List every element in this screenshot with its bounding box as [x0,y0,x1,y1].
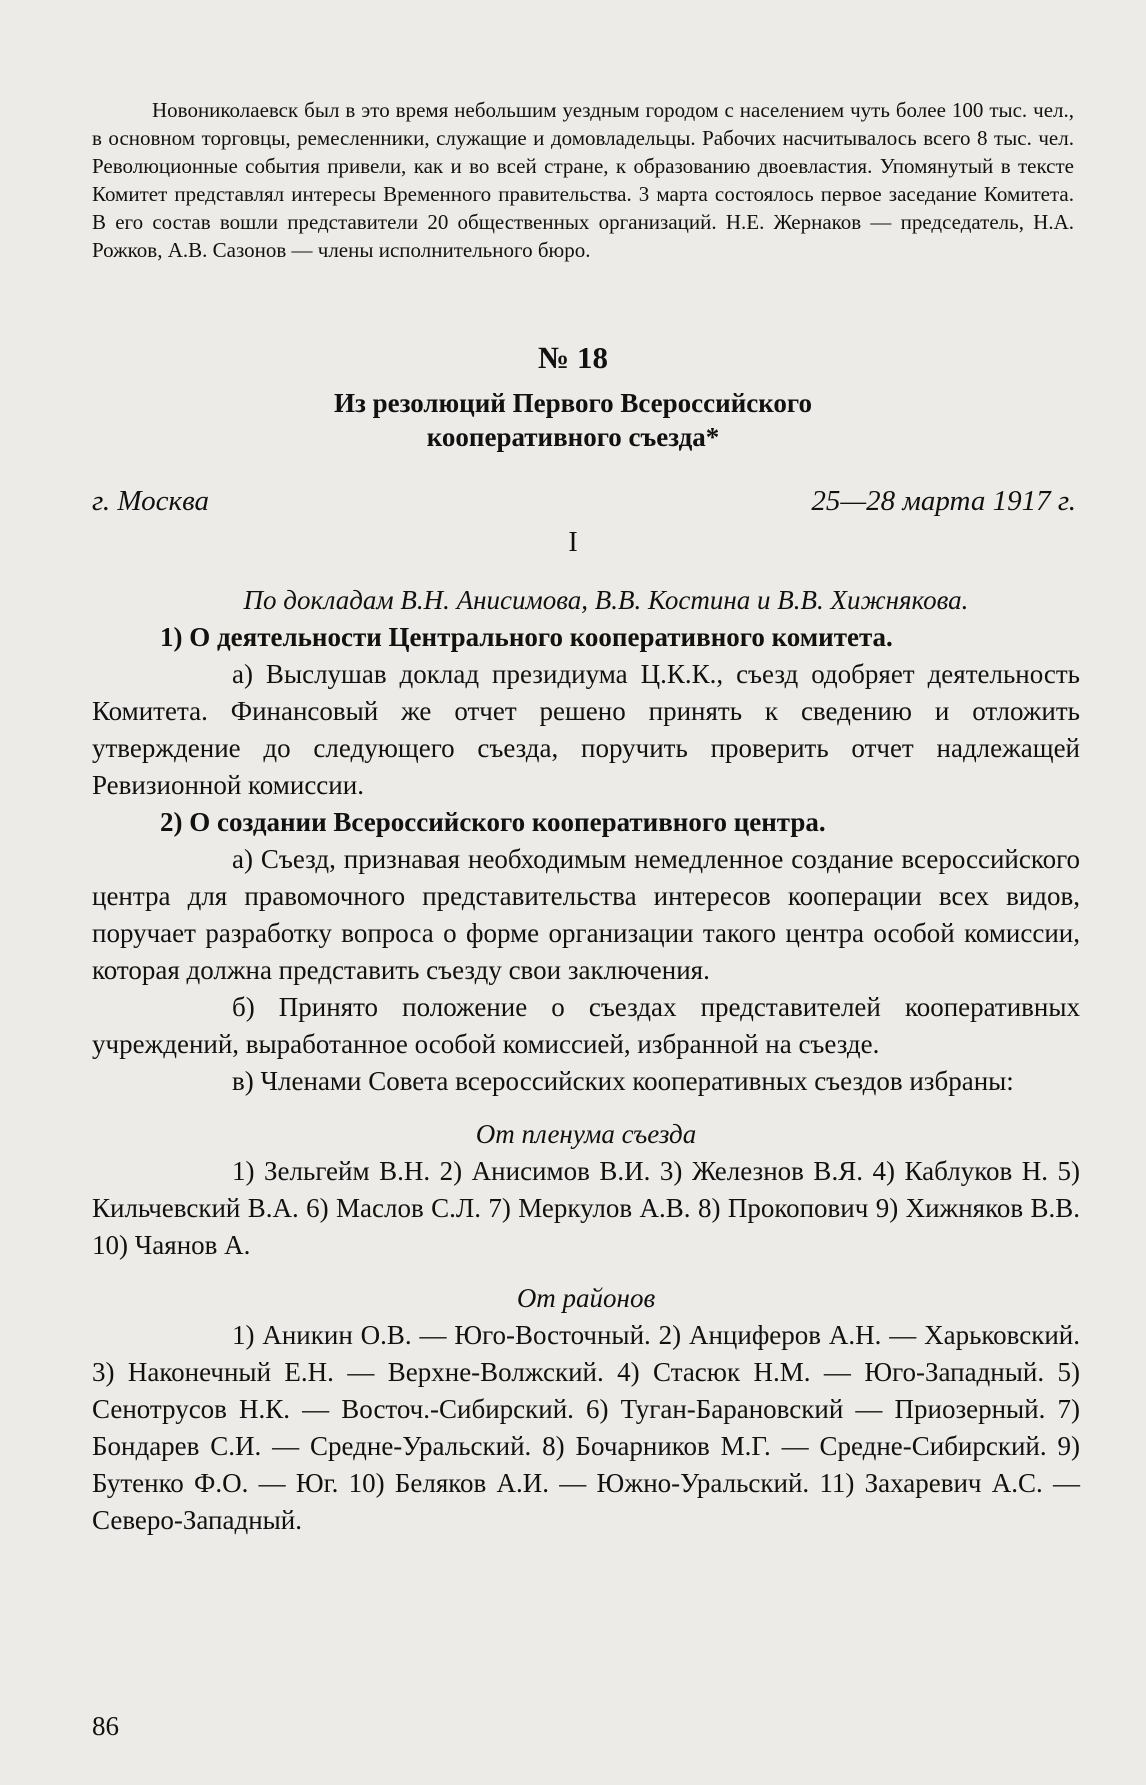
document-title [0,386,1146,454]
reports-line: По докладам В.Н. Анисимова, В.В. Костина и В.В. Хижнякова. [243,585,969,615]
editorial-note [92,96,1074,264]
item2-heading: 2) О создании Всероссийского кооперативного центра. [160,807,826,837]
document-date: 25—28 марта 1917 г. [811,485,1076,517]
resolution-body [92,582,1080,1539]
document-place: г. Москва [92,485,210,517]
regions-members-list: 1) Аникин О.В. — Юго-Восточный. 2) Анциферов А.Н. — Харьковский. 3) Наконечный Е.Н. — Верхне-Волжский. 4) Стасюк Н.М. — Юго-Западный. 5) Сенотрусов Н.К. — Восточ.-Сибирский. 6) Туган-Барановский — Приозерный. 7) Бондарев С.И. — Средне-Уральский. 8) Бочарников М.Г. — Средне-Сибирский. 9) Бутенко Ф.О. — Юг. 10) Беляков А.И. — Южно-Уральский. 11) Захаревич А.С. — Северо-Западный. [92,1320,1080,1535]
page-number: 86 [92,1711,119,1741]
note-paragraph: Новониколаевск был в это время небольшим уездным городом с населением чуть более 100 тыс. чел., в основном торговцы, ремесленники, служащие и домовладельцы. Рабочих насчитывалось всего 8 тыс. чел. Революционные события привели, как и во всей стране, к образованию двоевластия. Упомянутый в тексте Комитет представлял интересы Временного правительства. 3 марта состоялось первое заседание Комитета. В его состав вошли представители 20 общественных организаций. Н.Е. Жернаков — председатель, Н.А. Рожков, А.В. Сазонов — члены исполнительного бюро. [92,98,1074,262]
item1-heading: 1) О деятельности Центрального кооперативного комитета. [160,622,893,652]
item2-paragraph-a: а) Съезд, признавая необходимым немедленное создание всероссийского центра для правомочного представительства интересов кооперации всех видов, поручает разработку вопроса о форме организации такого центра особой комиссии, которая должна представить съезду свои заключения. [92,844,1080,985]
plenum-heading: От пленума съезда [475,1119,697,1149]
item1-paragraph-a: а) Выслушав доклад президиума Ц.К.К., съезд одобряет деятельность Комитета. Финансовый же отчет решено принять к сведению и отложить утверждение до следующего съезда, поручить проверить отчет надлежащей Ревизионной комиссии. [92,659,1080,800]
title-line-2: кооперативного съезда* [426,422,720,452]
item2-paragraph-v: в) Членами Совета всероссийских кооперативных съездов избраны: [232,1066,1014,1096]
item2-paragraph-b: б) Принято положение о съездах представителей кооперативных учреждений, выработанное особой комиссией, избранной на съезде. [92,992,1080,1059]
title-line-1: Из резолюций Первого Всероссийского [333,388,813,418]
regions-heading: От районов [516,1283,656,1313]
document-number: № 18 [538,340,608,375]
plenum-members-list: 1) Зельгейм В.Н. 2) Анисимов В.И. 3) Железнов В.Я. 4) Каблуков Н. 5) Кильчевский В.А. 6) Маслов С.Л. 7) Меркулов А.В. 8) Прокопович 9) Хижняков В.В. 10) Чаянов А. [92,1156,1080,1260]
section-number: I [568,527,578,558]
